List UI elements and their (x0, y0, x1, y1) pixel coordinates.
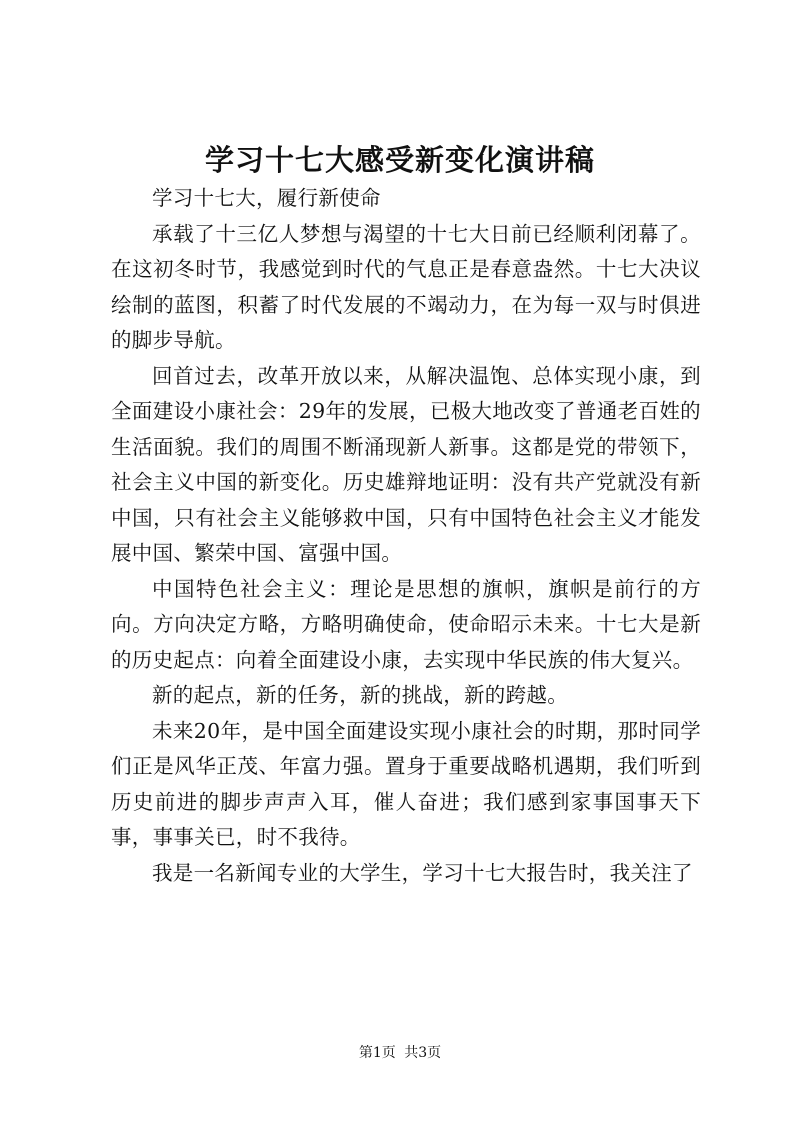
paragraph: 学习十七大，履行新使命 (152, 186, 381, 210)
paragraph: 我是一名新闻专业的大学生，学习十七大报告时，我关注了 (152, 860, 693, 885)
paragraph: 承载了十三亿人梦想与渴望的十七大日前已经顺利闭幕了。在这初冬时节，我感觉到时代的气息正是春意盎然。十七大决议绘制的蓝图，积蓄了时代发展的不竭动力，在为每一双与时俱进的脚步导航。 (111, 221, 701, 352)
document-body (111, 181, 701, 891)
paragraph: 回首过去，改革开放以来，从解决温饱、总体实现小康，到全面建设小康社会：29年的发展，已极大地改变了普通老百姓的生活面貌。我们的周围不断涌现新人新事。这都是党的带领下，社会主义中国的新变化。历史雄辩地证明：没有共产党就没有新中国，只有社会主义能够救中国，只有中国特色社会主义才能发展中国、繁荣中国、富强中国。 (111, 363, 701, 565)
paragraph: 中国特色社会主义：理论是思想的旗帜，旗帜是前行的方向。方向决定方略，方略明确使命，使命昭示未来。十七大是新的历史起点：向着全面建设小康，去实现中华民族的伟大复兴。 (111, 576, 701, 672)
page-total: 共3页 (404, 1045, 442, 1061)
page-footer (0, 1043, 800, 1063)
paragraph: 未来20年，是中国全面建设实现小康社会的时期，那时同学们正是风华正茂、年富力强。置身于重要战略机遇期，我们听到历史前进的脚步声声入耳，催人奋进；我们感到家事国事天下事，事事关已，时不我待。 (111, 718, 701, 849)
paragraph: 新的起点，新的任务，新的挑战，新的跨越。 (152, 683, 568, 707)
page-number: 第1页 (358, 1045, 396, 1061)
document-title: 学习十七大感受新变化演讲稿 (204, 143, 595, 177)
